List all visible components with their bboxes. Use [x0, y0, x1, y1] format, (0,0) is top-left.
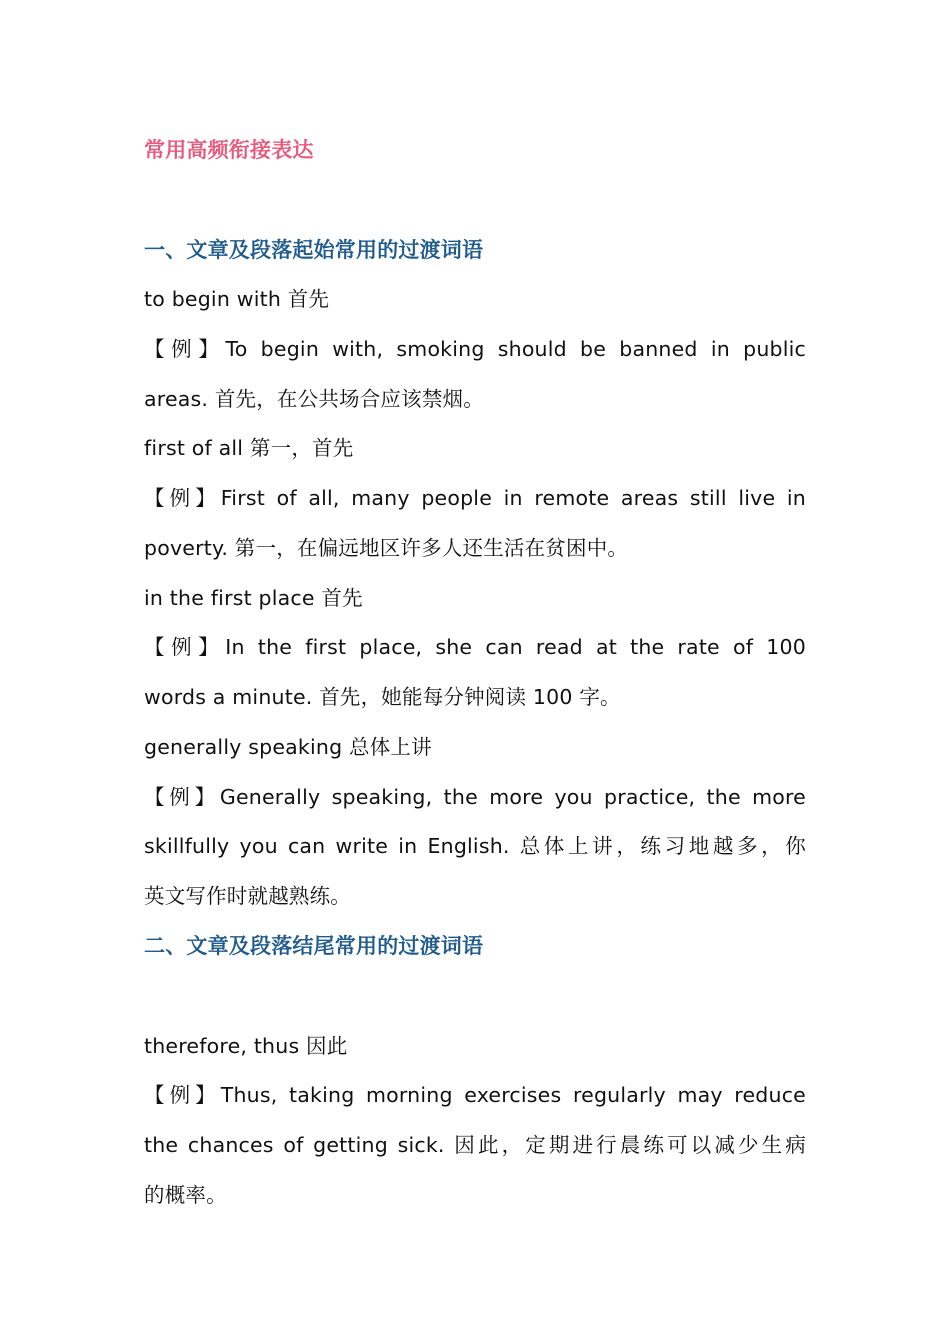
- phrase-to-begin-with: to begin with 首先: [144, 287, 330, 311]
- example-line: skillfully you can write in English. 总体上讲，练习地越多，你: [144, 834, 806, 858]
- section-heading-opening: 一、文章及段落起始常用的过渡词语: [144, 238, 484, 262]
- example-line: 【例】First of all, many people in remote areas still live in: [144, 486, 806, 510]
- phrase-therefore-thus: therefore, thus 因此: [144, 1034, 348, 1058]
- example-line: 【例】In the first place, she can read at the rate of 100: [144, 635, 806, 659]
- phrase-first-of-all: first of all 第一，首先: [144, 436, 354, 460]
- example-line: 【例】To begin with, smoking should be banned in public: [144, 337, 806, 361]
- example-line: 的概率。: [144, 1183, 227, 1207]
- document-title: 常用高频衔接表达: [144, 138, 314, 162]
- example-line: 【例】Thus, taking morning exercises regularly may reduce: [144, 1083, 806, 1107]
- example-line: poverty. 第一，在偏远地区许多人还生活在贫困中。: [144, 536, 629, 560]
- example-line: words a minute. 首先，她能每分钟阅读 100 字。: [144, 685, 621, 709]
- example-line: areas. 首先，在公共场合应该禁烟。: [144, 387, 484, 411]
- example-line: 英文写作时就越熟练。: [144, 884, 351, 908]
- phrase-generally-speaking: generally speaking 总体上讲: [144, 735, 432, 759]
- section-heading-closing: 二、文章及段落结尾常用的过渡词语: [144, 934, 484, 958]
- example-line: the chances of getting sick. 因此，定期进行晨练可以减少生病: [144, 1133, 806, 1157]
- phrase-in-the-first-place: in the first place 首先: [144, 586, 363, 610]
- example-line: 【例】Generally speaking, the more you practice, the more: [144, 785, 806, 809]
